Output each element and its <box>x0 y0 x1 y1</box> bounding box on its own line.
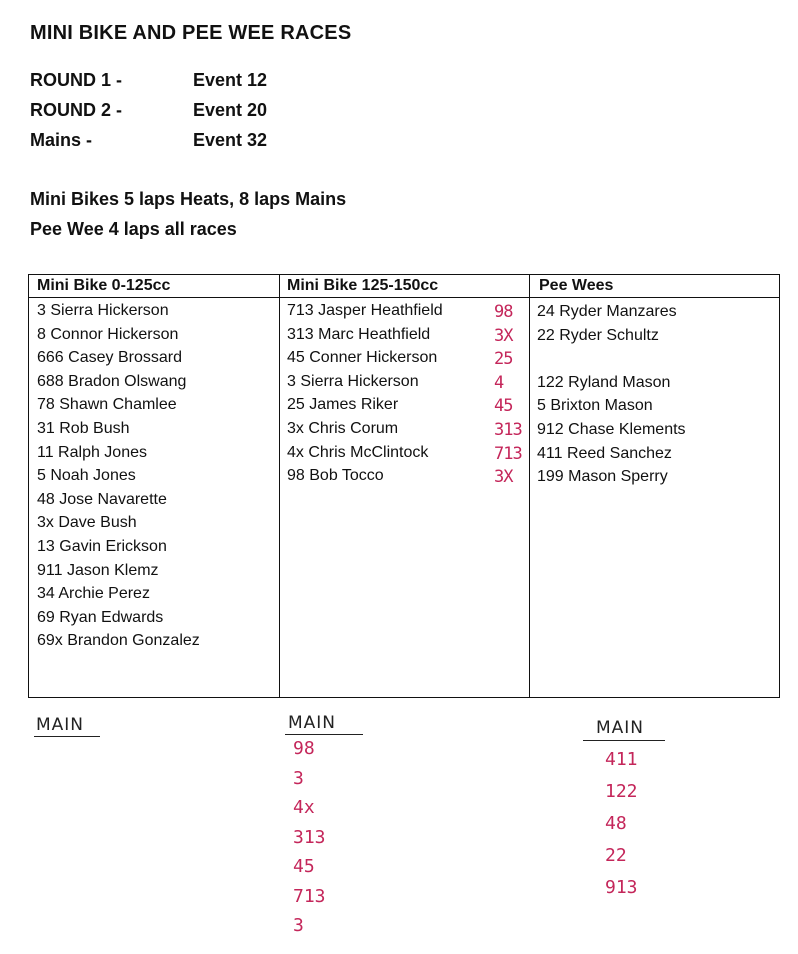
table-entry: 45 Conner Hickerson <box>287 349 438 367</box>
table-entry: 688 Bradon Olswang <box>37 372 187 390</box>
handwritten-note: 3X <box>494 467 513 488</box>
laps-note-mini-bikes: Mini Bikes 5 laps Heats, 8 laps Mains <box>30 189 347 209</box>
main-heading-col3: MAIN <box>596 718 645 738</box>
table-entry: 313 Marc Heathfield <box>287 325 431 343</box>
table-entry: 666 Casey Brossard <box>37 349 182 367</box>
table-entry: 912 Chase Klements <box>537 421 686 438</box>
table-entry: 31 Rob Bush <box>37 420 130 437</box>
column-header-pee-wees: Pee Wees <box>539 277 614 294</box>
laps-note-pee-wee: Pee Wee 4 laps all races <box>30 219 237 239</box>
table-entry: 48 Jose Navarette <box>37 490 167 508</box>
column-header-mini-bike-125-150: Mini Bike 125-150cc <box>287 277 439 294</box>
handwritten-main-entry: 122 <box>605 781 638 802</box>
main-underline <box>583 740 665 741</box>
table-entry: 8 Connor Hickerson <box>37 325 179 343</box>
table-entry: 11 Ralph Jones <box>37 443 147 461</box>
table-entry: 98 Bob Tocco <box>287 467 384 485</box>
main-underline <box>285 734 363 735</box>
table-entry: 911 Jason Klemz <box>37 561 159 579</box>
table-entry: 78 Shawn Chamlee <box>37 396 177 414</box>
handwritten-note: 25 <box>494 349 513 370</box>
handwritten-main-entry: 713 <box>293 885 326 907</box>
handwritten-note: 98 <box>494 302 513 322</box>
handwritten-main-entry: 3 <box>293 767 304 789</box>
handwritten-note: 313 <box>494 420 522 440</box>
schedule-value: Event 32 <box>193 130 268 150</box>
entries-table <box>28 274 780 698</box>
handwritten-main-entry: 3 <box>293 915 304 936</box>
schedule-value: Event 20 <box>193 100 268 120</box>
table-entry: 13 Gavin Erickson <box>37 538 167 555</box>
schedule-value: Event 12 <box>193 70 268 90</box>
header-divider <box>29 297 779 298</box>
table-entry: 22 Ryder Schultz <box>537 326 659 344</box>
table-entry: 3x Dave Bush <box>37 514 137 532</box>
column-divider <box>529 275 530 697</box>
table-entry: 69 Ryan Edwards <box>37 608 164 626</box>
table-entry: 25 James Riker <box>287 396 399 414</box>
table-entry: 199 Mason Sperry <box>537 468 668 486</box>
handwritten-note: 713 <box>494 443 522 464</box>
schedule-label: Mains - <box>30 130 93 150</box>
table-entry: 122 Ryland Mason <box>537 373 671 391</box>
table-entry: 34 Archie Perez <box>37 585 150 603</box>
handwritten-main-entry: 913 <box>605 877 638 898</box>
handwritten-note: 4 <box>494 372 504 393</box>
schedule-label: ROUND 2 - <box>30 100 123 120</box>
handwritten-main-entry: 313 <box>293 826 326 848</box>
handwritten-main-entry: 22 <box>605 845 627 866</box>
table-entry: 5 Noah Jones <box>37 467 136 485</box>
handwritten-main-entry: 48 <box>605 813 627 834</box>
schedule-label: ROUND 1 - <box>30 70 123 90</box>
table-entry: 3x Chris Corum <box>287 420 399 437</box>
table-entry: 69x Brandon Gonzalez <box>37 632 200 650</box>
handwritten-note: 45 <box>494 396 513 417</box>
main-heading-col1: MAIN <box>36 715 85 735</box>
handwritten-main-entry: 411 <box>605 749 638 770</box>
column-divider <box>279 275 280 697</box>
page-title: MINI BIKE AND PEE WEE RACES <box>30 22 352 44</box>
handwritten-main-entry: 45 <box>293 856 315 877</box>
table-entry: 3 Sierra Hickerson <box>37 302 169 319</box>
handwritten-main-entry: 98 <box>293 738 315 759</box>
table-entry: 24 Ryder Manzares <box>537 303 677 320</box>
handwritten-note: 3X <box>494 325 513 346</box>
table-entry: 713 Jasper Heathfield <box>287 302 443 319</box>
table-entry: 3 Sierra Hickerson <box>287 372 419 390</box>
handwritten-main-entry: 4x <box>293 797 315 818</box>
table-entry: 411 Reed Sanchez <box>537 444 672 462</box>
table-entry: 4x Chris McClintock <box>287 443 429 461</box>
column-header-mini-bike-0-125: Mini Bike 0-125cc <box>37 277 171 294</box>
main-heading-col2: MAIN <box>288 713 337 733</box>
table-entry: 5 Brixton Mason <box>537 397 653 415</box>
main-underline <box>34 736 100 737</box>
